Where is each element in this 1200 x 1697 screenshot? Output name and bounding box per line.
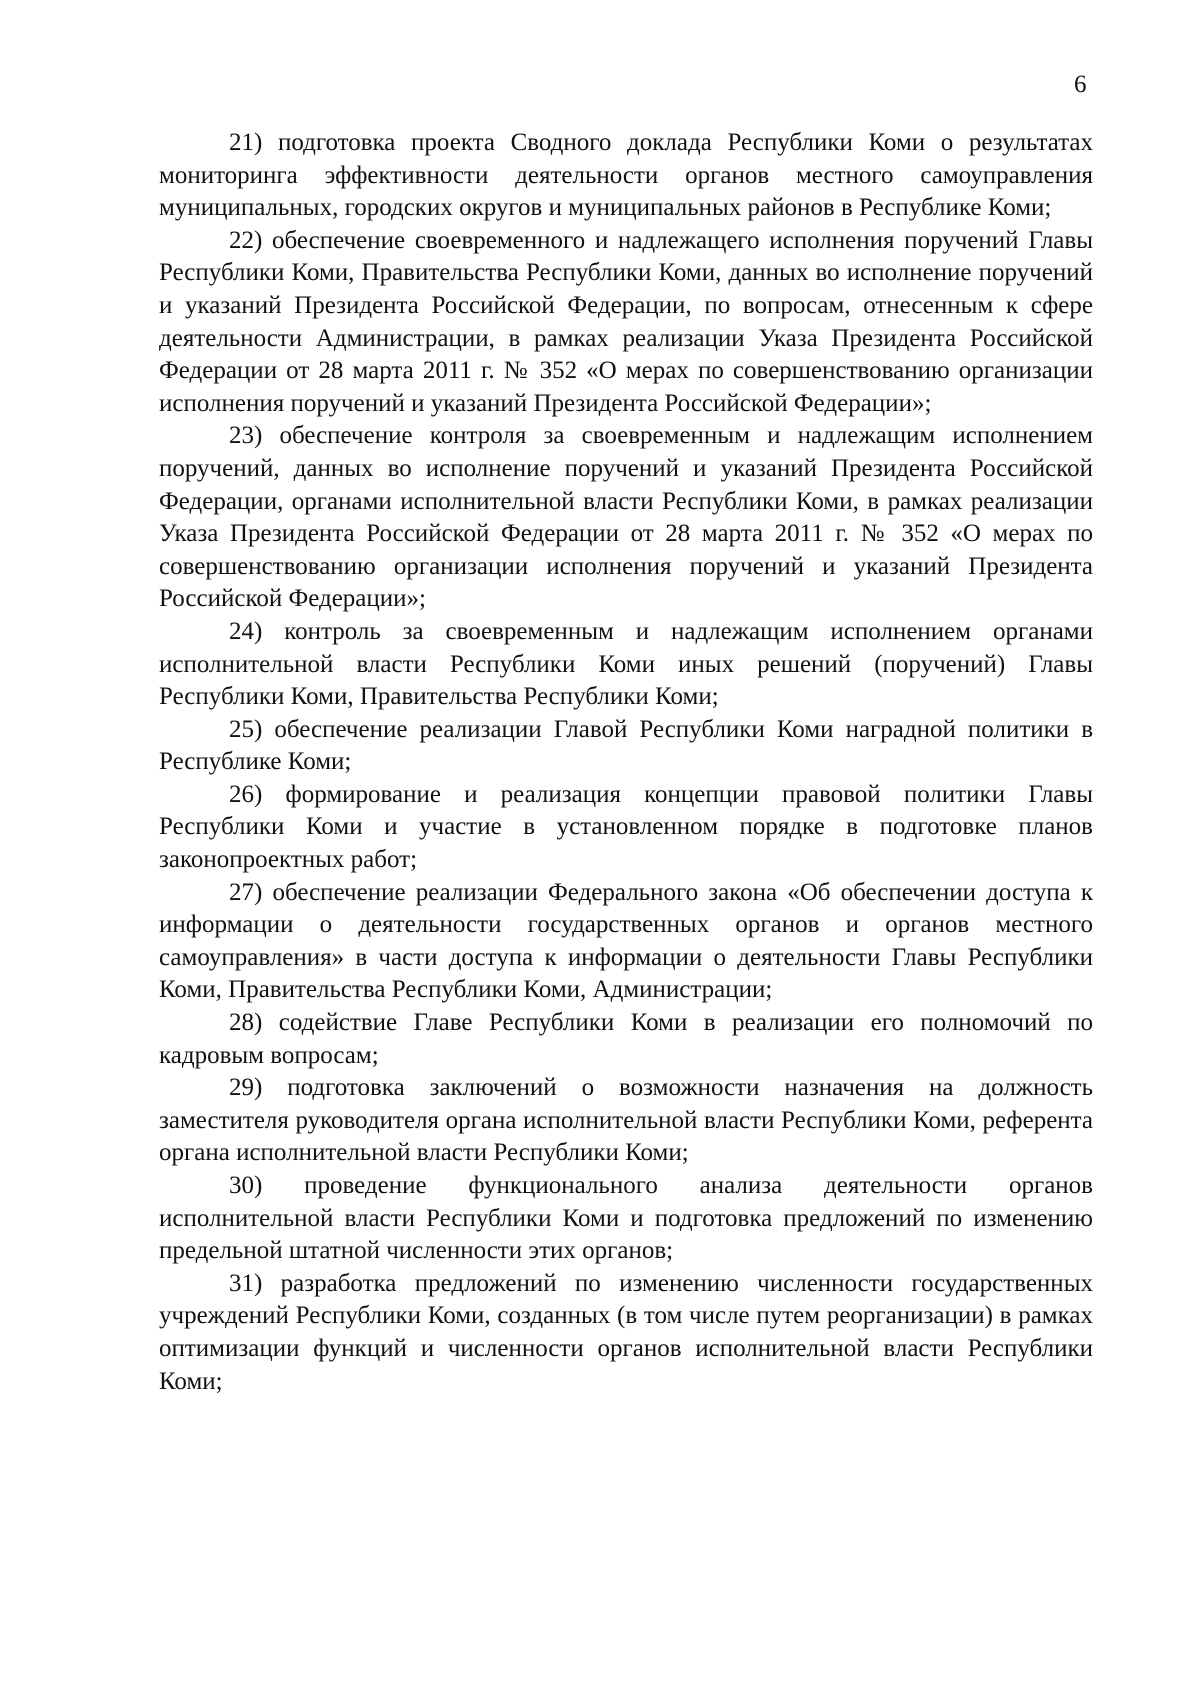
- paragraph-item-23: 23) обеспечение контроля за своевременным и надлежащим исполнением поручений, данных во исполнение поручений и указаний Президента Российской Федерации, органами исполнительной власти Республики Коми, в рамках реализации Указа Президента Российской Федерации от 28 марта 2011 г. № 352 «О мерах по совершенствованию организации исполнения поручений и указаний Президента Российской Федерации»;: [159, 422, 1093, 613]
- paragraph-item-24: 24) контроль за своевременным и надлежащим исполнением органами исполнительной власти Республики Коми иных решений (поручений) Главы Республики Коми, Правительства Республики Коми;: [159, 617, 1093, 711]
- paragraph-item-27: 27) обеспечение реализации Федерального закона «Об обеспечении доступа к информации о деятельности государственных органов и органов местного самоуправления» в части доступа к информации о деятельности Главы Республики Коми, Правительства Республики Коми, Администрации;: [159, 878, 1093, 1004]
- paragraph-item-29: 29) подготовка заключений о возможности назначения на должность заместителя руководителя органа исполнительной власти Республики Коми, референта органа исполнительной власти Республики Коми;: [159, 1074, 1093, 1167]
- paragraph-item-25: 25) обеспечение реализации Главой Республики Коми наградной политики в Республике Коми;: [159, 715, 1093, 776]
- paragraph-item-30: 30) проведение функционального анализа деятельности органов исполнительной власти Республики Коми и подготовка предложений по изменению предельной штатной численности этих органов;: [159, 1172, 1093, 1265]
- paragraph-item-26: 26) формирование и реализация концепции правовой политики Главы Республики Коми и участие в установленном порядке в подготовке планов законопроектных работ;: [159, 780, 1093, 874]
- paragraph-item-28: 28) содействие Главе Республики Коми в реализации его полномочий по кадровым вопросам;: [159, 1009, 1093, 1069]
- paragraph-item-31: 31) разработка предложений по изменению численности государственных учреждений Республики Коми, созданных (в том числе путем реорганизации) в рамках оптимизации функций и численности органов исполнительной власти Республики Коми;: [159, 1269, 1093, 1395]
- page-number: 6: [1074, 71, 1087, 98]
- paragraph-item-21: 21) подготовка проекта Сводного доклада Республики Коми о результатах мониторинга эффективности деятельности органов местного самоуправления муниципальных, городских округов и муниципальных районов в Республике Коми;: [159, 129, 1093, 222]
- paragraph-item-22: 22) обеспечение своевременного и надлежащего исполнения поручений Главы Республики Коми, Правительства Республики Коми, данных во исполнение поручений и указаний Президента Российской Федерации, по вопросам, отнесенным к сфере деятельности Администрации, в рамках реализации Указа Президента Российской Федерации от 28 марта 2011 г. № 352 «О мерах по совершенствованию организации исполнения поручений и указаний Президента Российской Федерации»;: [159, 226, 1093, 417]
- document-body: [159, 127, 1093, 1398]
